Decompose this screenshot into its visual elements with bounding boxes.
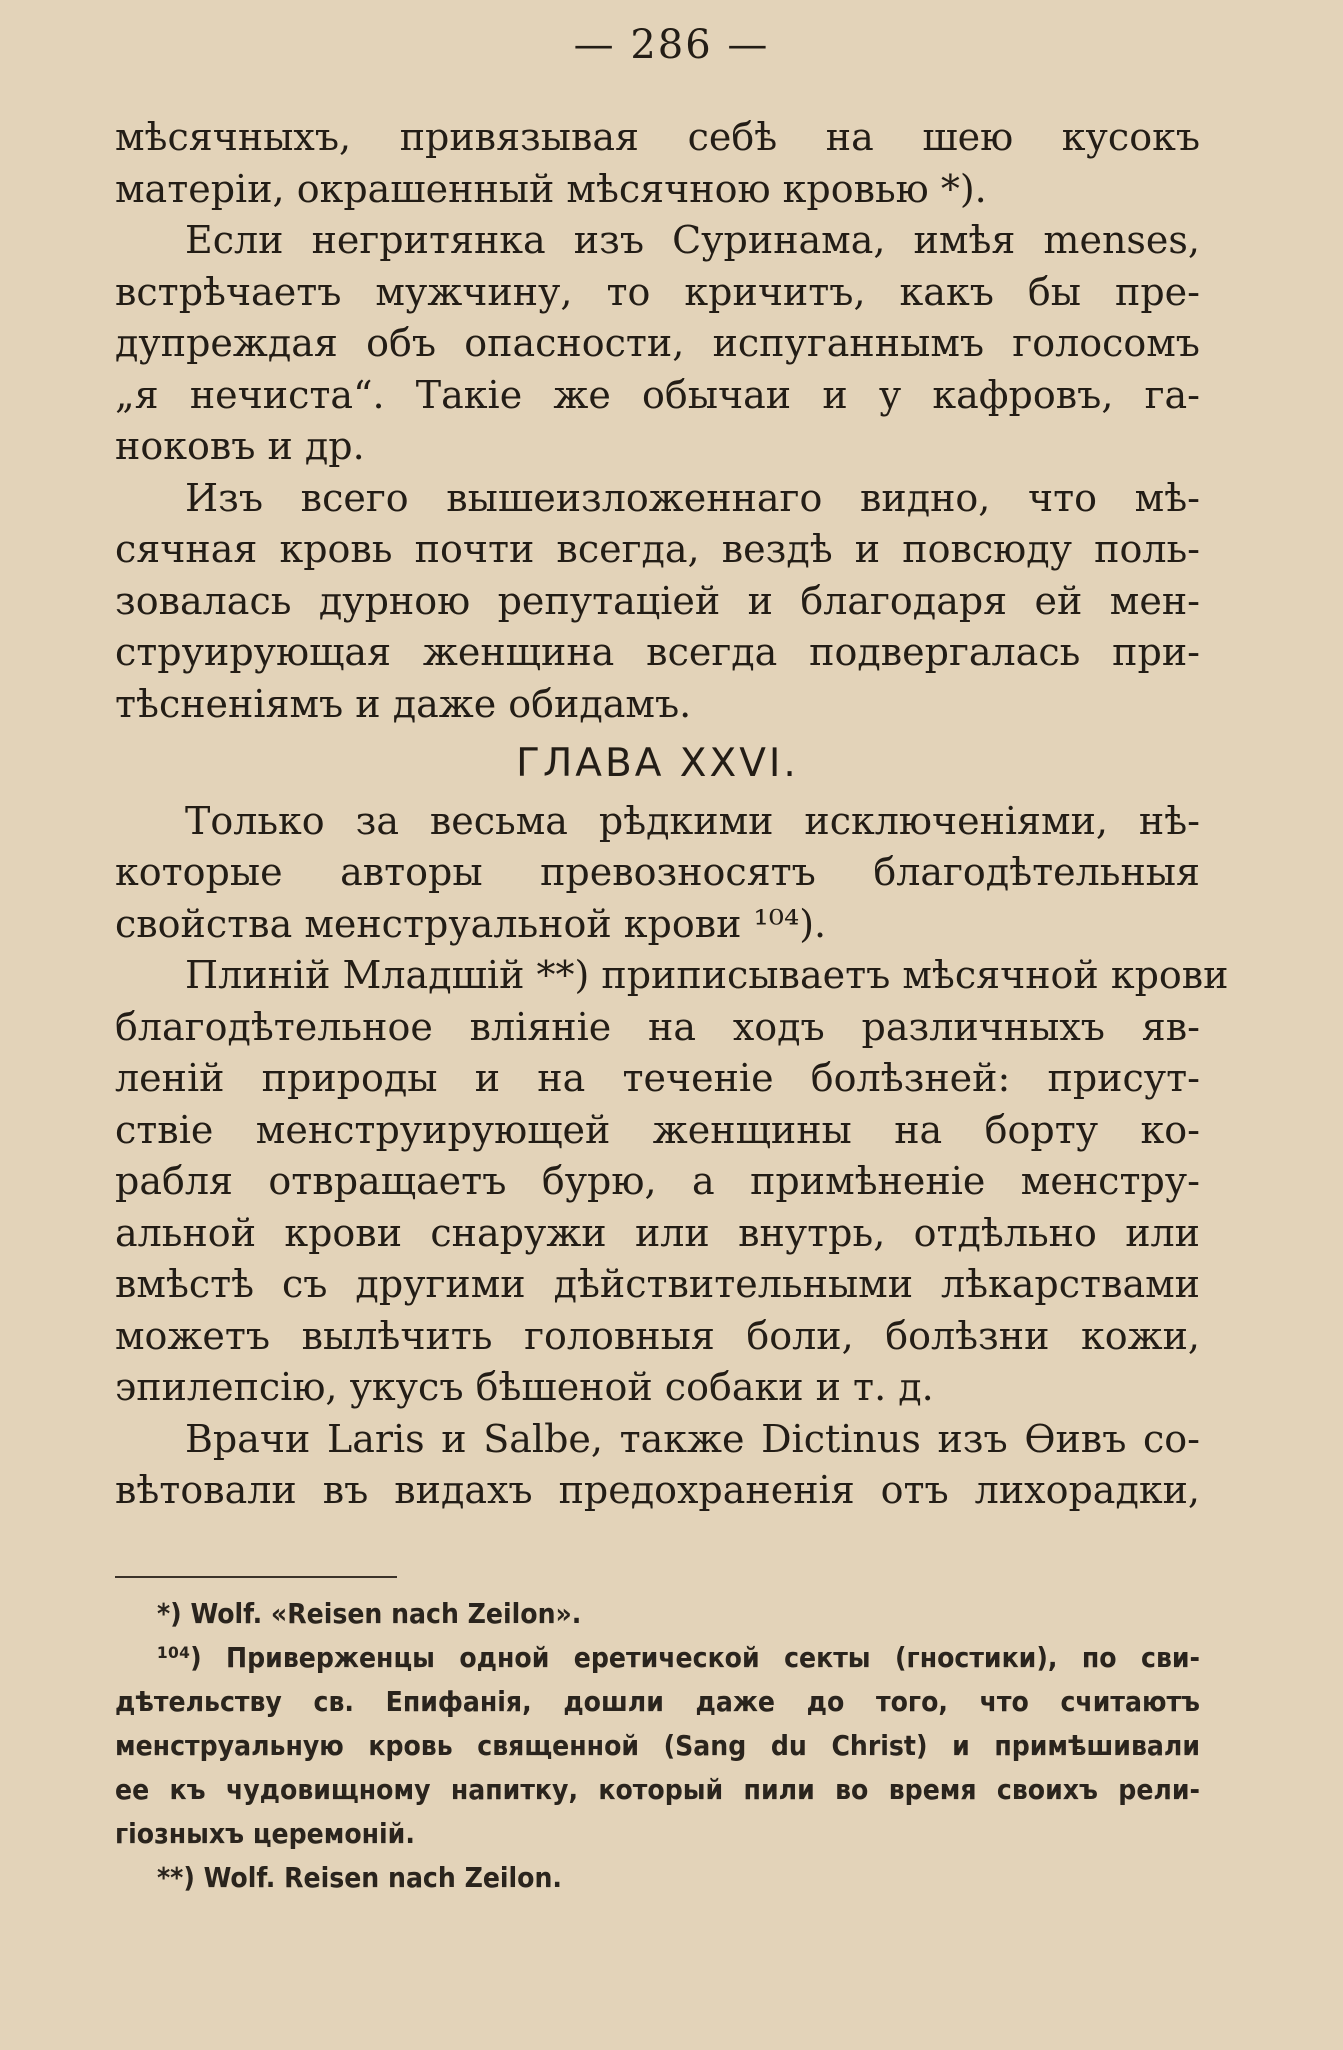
footnotes <box>115 1592 1200 1900</box>
text-line: благодѣтельное вліяніе на ходъ различныхъ яв- <box>115 1004 1200 1049</box>
text-line: Если негритянка изъ Суринама, имѣя menses, <box>185 218 1200 262</box>
text-line: встрѣчаетъ мужчину, то кричитъ, какъ бы пре- <box>115 269 1200 314</box>
text-line: альной крови снаружи или внутрь, отдѣльно или <box>115 1210 1200 1255</box>
footnote-divider <box>115 1576 397 1578</box>
text-line: которые авторы превозносятъ благодѣтельныя <box>115 850 1200 894</box>
footnote-line: менструальную кровь священной (Sang du Christ) и примѣшивали <box>115 1729 1200 1762</box>
page-number: — 286 — <box>573 22 770 68</box>
text-line: дупреждая объ опасности, испуганнымъ голосомъ <box>115 321 1200 365</box>
text-line: зовалась дурною репутаціей и благодаря ей мен- <box>115 578 1200 623</box>
text-line: „я нечиста“. Такіе же обычаи и у кафровъ, га- <box>115 372 1200 417</box>
text-line: Только за весьма рѣдкими исключеніями, нѣ- <box>185 798 1200 843</box>
text-line: тѣсненіямъ и даже обидамъ. <box>115 681 692 726</box>
text-line: свойства менструальной крови ¹⁰⁴). <box>115 901 827 946</box>
text-line: вѣтовали въ видахъ предохраненія отъ лихорадки, <box>115 1468 1200 1512</box>
paragraph-block-1 <box>115 112 1200 730</box>
text-line: Изъ всего вышеизложеннаго видно, что мѣ- <box>185 475 1200 520</box>
text-line: Врачи Laris и Salbe, также Dictinus изъ Ѳивъ со- <box>185 1416 1200 1461</box>
text-line: рабля отвращаетъ бурю, а примѣненіе менстру- <box>115 1159 1200 1203</box>
text-line: леній природы и на теченіе болѣзней: присут- <box>115 1056 1200 1100</box>
main-text <box>115 112 1229 1517</box>
paragraph-block-2 <box>115 796 1229 1517</box>
text-line: Плиній Младшій **) приписываетъ мѣсячной крови <box>185 953 1229 997</box>
text-line: можетъ вылѣчить головныя боли, болѣзни кожи, <box>115 1313 1200 1358</box>
footnote-line: **) Wolf. Reisen nach Zeilon. <box>157 1861 562 1894</box>
footnote-line: ¹⁰⁴) Приверженцы одной еретической секты (гностики), по сви- <box>157 1641 1200 1674</box>
text-line: ствіе менструирующей женщины на борту ко- <box>115 1107 1200 1152</box>
text-line: струирующая женщина всегда подвергалась при- <box>115 630 1200 674</box>
text-line: вмѣстѣ съ другими дѣйствительными лѣкарствами <box>115 1262 1200 1306</box>
text-line: мѣсячныхъ, привязывая себѣ на шею кусокъ <box>115 115 1200 159</box>
text-line: ноковъ и др. <box>115 424 365 468</box>
footnote-line: гіозныхъ церемоній. <box>115 1817 415 1850</box>
chapter-heading: ГЛАВА XXVI. <box>516 741 799 786</box>
text-line: матеріи, окрашенный мѣсячною кровью *). <box>115 166 987 211</box>
footnote-line: ее къ чудовищному напитку, который пили во время своихъ рели- <box>115 1773 1200 1806</box>
text-line: сячная кровь почти всегда, вездѣ и повсюду поль- <box>115 527 1200 571</box>
footnote-line: *) Wolf. «Reisen nach Zeilon». <box>157 1597 582 1630</box>
footnote-line: дѣтельству св. Епифанія, дошли даже до того, что считаютъ <box>115 1685 1200 1718</box>
text-line: эпилепсію, укусъ бѣшеной собаки и т. д. <box>115 1365 934 1409</box>
